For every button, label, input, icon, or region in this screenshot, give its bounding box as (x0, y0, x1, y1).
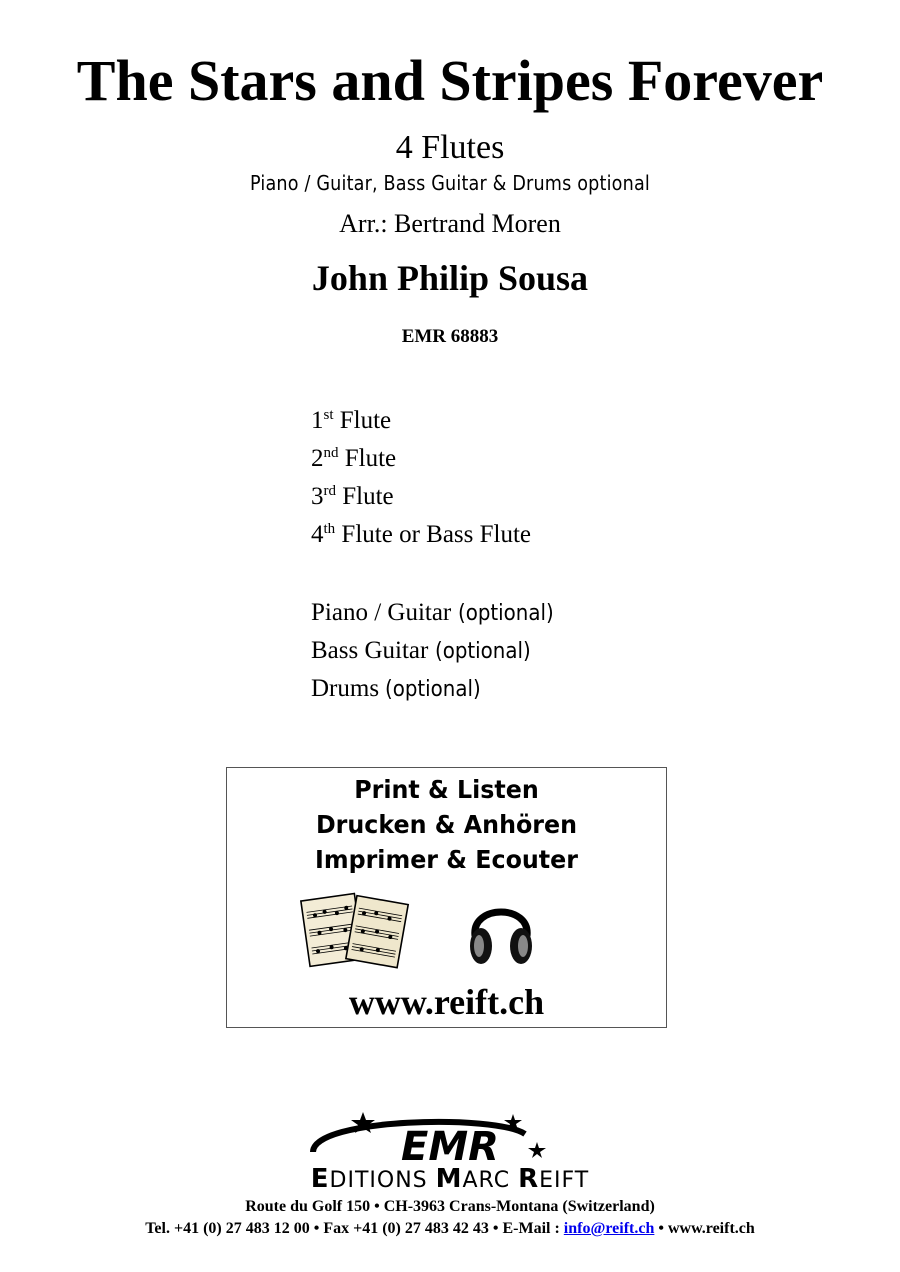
catalog-number: EMR 68883 (401, 326, 499, 347)
optional-instruments: Piano / Guitar, Bass Guitar & Drums optional (250, 171, 650, 195)
instrumentation: 4 Flutes (395, 129, 505, 166)
print-listen-box (226, 767, 667, 1028)
arranger: Arr.: Bertrand Moren (339, 209, 561, 238)
composer: John Philip Sousa (311, 258, 589, 298)
print-listen-french: Imprimer & Ecouter (315, 845, 578, 874)
publisher-name: EDITIONS MARC REIFT (310, 1164, 590, 1194)
emr-logo-text: EMR (401, 1124, 499, 1170)
part-item: Piano / Guitar (optional) (311, 599, 554, 626)
part-item: Bass Guitar (optional) (311, 637, 531, 664)
publisher-address: Route du Golf 150 • CH-3963 Crans-Montana (Switzerland) (245, 1198, 655, 1215)
flute-parts-list (311, 402, 531, 554)
print-listen-english: Print & Listen (354, 775, 539, 804)
optional-parts-list (311, 594, 564, 708)
part-item: 3rd Flute (311, 483, 394, 510)
sheet-music-icon (299, 886, 411, 970)
score-title: The Stars and Stripes Forever (76, 48, 824, 113)
website-link[interactable]: www.reift.ch (348, 982, 545, 1022)
print-listen-german: Drucken & Anhören (315, 810, 578, 839)
email-link[interactable]: info@reift.ch (563, 1220, 655, 1237)
part-item: 1st Flute (311, 407, 392, 434)
headphones-icon (465, 890, 537, 972)
part-item: 4th Flute or Bass Flute (311, 521, 532, 548)
publisher-contact: Tel. +41 (0) 27 483 12 00 • Fax +41 (0) 27 483 42 43 • E-Mail : info@reift.ch • www.reift.ch (145, 1220, 755, 1237)
part-item: 2nd Flute (311, 445, 397, 472)
emr-logo (255, 1108, 645, 1170)
part-item: Drums (optional) (311, 675, 482, 702)
